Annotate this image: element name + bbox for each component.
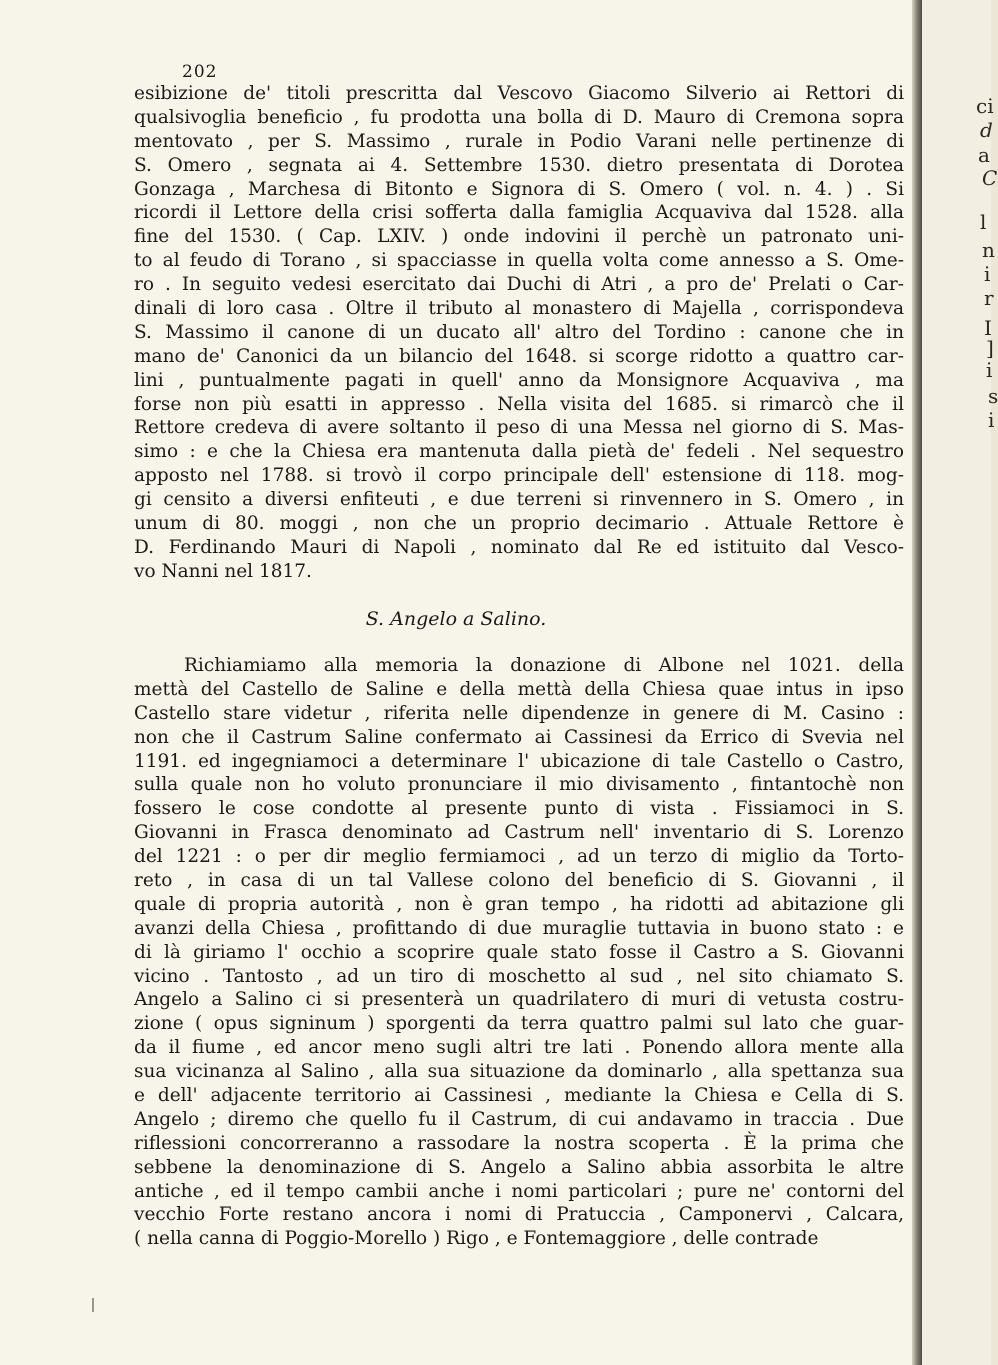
section-title: S. Angelo a Salino. xyxy=(365,608,547,630)
text-line: Richiamiamo alla memoria la donazione di Albone nel 1021. della xyxy=(184,655,904,676)
facing-page-edge xyxy=(922,0,998,1365)
text-line: del 1221 : o per dir meglio fermiamoci , ad un terzo di miglio da Torto- xyxy=(134,846,904,868)
text-line: simo : e che la Chiesa era mantenuta dalla pietà de' fedeli . Nel sequestro xyxy=(134,441,904,463)
facing-page-fragment: C xyxy=(982,166,998,190)
facing-page-fragment: I xyxy=(984,316,992,340)
text-line: e dell' adjacente territorio ai Cassinesi , mediante la Chiesa e Cella di S. xyxy=(134,1085,904,1107)
text-line: fine del 1530. ( Cap. LXIV. ) onde indovini il perchè un patronato uni- xyxy=(134,226,904,248)
text-line: zione ( opus signinum ) sporgenti da terra quattro palmi sul lato che guar- xyxy=(134,1013,904,1035)
text-line: mettà del Castello de Saline e della mettà della Chiesa quae intus in ipso xyxy=(134,678,904,700)
text-line: S. Omero , segnata ai 4. Settembre 1530. dietro presentata di Dorotea xyxy=(134,154,904,176)
text-line: Gonzaga , Marchesa di Bitonto e Signora di S. Omero ( vol. n. 4. ) . Si xyxy=(134,178,904,200)
facing-page-fragment: n xyxy=(982,238,995,262)
text-line: ( nella canna di Poggio-Morello ) Rigo , e Fontemaggiore , delle contrade xyxy=(134,1228,819,1250)
text-line: mano de' Canonici da un bilancio del 1648. si scorge ridotto a quattro car- xyxy=(134,345,904,367)
text-line: Angelo ; diremo che quello fu il Castrum, di cui andavamo in traccia . Due xyxy=(134,1108,904,1130)
facing-page-fragment: i xyxy=(986,358,993,382)
facing-page-fragment: a xyxy=(978,143,990,167)
text-line: S. Massimo il canone di un ducato all' altro del Tordino : canone che in xyxy=(134,321,904,343)
facing-page-fragment: ci xyxy=(976,94,994,118)
page-number: 202 xyxy=(182,62,218,82)
text-line: forse non più esatti in appresso . Nella visita del 1685. si rimarcò che il xyxy=(134,393,904,415)
text-line: riflessioni concorreranno a rassodare la nostra scoperta . È la prima che xyxy=(134,1132,904,1154)
margin-mark xyxy=(92,1298,94,1312)
text-line: ro . In seguito vedesi esercitato dai Duchi di Atri , a pro de' Prelati o Car- xyxy=(134,274,904,296)
text-line: gi censito a diversi enfiteuti , e due terreni si rinvennero in S. Omero , in xyxy=(134,489,904,511)
text-line: to al feudo di Torano , si spacciasse in quella volta come annesso a S. Ome- xyxy=(134,250,904,272)
text-line: 1191. ed ingegniamoci a determinare l' ubicazione di tale Castello o Castro, xyxy=(134,750,904,772)
facing-page-fragment: r xyxy=(984,286,994,310)
text-line: apposto nel 1788. si trovò il corpo principale dell' estensione di 118. mog- xyxy=(134,465,904,487)
text-line: Rettore credeva di avere soltanto il peso di una Messa nel giorno di S. Mas- xyxy=(134,417,904,439)
facing-page-fragment: i xyxy=(988,408,995,432)
text-line: Giovanni in Frasca denominato ad Castrum nell' inventario di S. Lorenzo xyxy=(134,822,904,844)
book-gutter xyxy=(912,0,922,1365)
text-line: Castello stare videtur , riferita nelle dipendenze in genere di M. Casino : xyxy=(134,702,904,724)
text-line: D. Ferdinando Mauri di Napoli , nominato dal Re ed istituito dal Vesco- xyxy=(134,536,904,558)
text-line: ricordi il Lettore della crisi sofferta dalla famiglia Acquaviva dal 1528. alla xyxy=(134,202,904,224)
text-line: qualsivoglia beneficio , fu prodotta una bolla di D. Mauro di Cremona sopra xyxy=(134,106,904,128)
text-line: quale di propria autorità , non è gran tempo , ha ridotti ad abitazione gli xyxy=(134,893,904,915)
text-line: lini , puntualmente pagati in quell' anno da Monsignore Acquaviva , ma xyxy=(134,369,904,391)
text-line: mentovato , per S. Massimo , rurale in Podio Varani nelle pertinenze di xyxy=(134,130,904,152)
text-line: reto , in casa di un tal Vallese colono del beneficio di S. Giovanni , il xyxy=(134,870,904,892)
text-line: dinali di loro casa . Oltre il tributo al monastero di Majella , corrispondeva xyxy=(134,298,904,320)
text-line: esibizione de' titoli prescritta dal Vescovo Giacomo Silverio ai Rettori di xyxy=(134,83,904,104)
text-line: antiche , ed il tempo cambii anche i nomi particolari ; pure ne' contorni del xyxy=(134,1180,904,1202)
facing-page-fragment: l xyxy=(980,210,987,234)
text-line: non che il Castrum Saline confermato ai Cassinesi da Errico di Svevia nel xyxy=(134,726,904,748)
facing-page-fragment: d xyxy=(980,118,993,142)
text-line: vicino . Tantosto , ad un tiro di moschetto al sud , nel sito chiamato S. xyxy=(134,965,904,987)
text-line: avanzi della Chiesa , profittando di due muraglie tuttavia in buono stato : e xyxy=(134,917,904,939)
text-line: unum di 80. moggi , non che un proprio decimario . Attuale Rettore è xyxy=(134,513,904,535)
text-line: sebbene la denominazione di S. Angelo a Salino abbia assorbita le altre xyxy=(134,1156,904,1178)
facing-page-fragment: ] xyxy=(986,336,994,360)
text-line: Angelo a Salino ci si presenterà un quadrilatero di muri di vetusta costru- xyxy=(134,989,904,1011)
text-line: da il fiume , ed ancor meno sugli altri tre lati . Ponendo allora mente alla xyxy=(134,1037,904,1059)
paragraph-1 xyxy=(134,82,904,584)
text-line: di là giriamo l' occhio a scoprire quale stato fosse il Castro a S. Giovanni xyxy=(134,941,904,963)
text-line: sua vicinanza al Salino , alla sua situazione da dominarlo , alla spettanza sua xyxy=(134,1061,904,1083)
text-line: vo Nanni nel 1817. xyxy=(134,560,312,582)
facing-page-fragment: i xyxy=(984,262,991,286)
facing-page-fragment: s xyxy=(988,384,998,408)
text-line: vecchio Forte restano ancora i nomi di Pratuccia , Camponervi , Calcara, xyxy=(134,1204,904,1226)
text-line: sulla quale non ho voluto pronunciare il mio divisamento , fintantochè non xyxy=(134,774,904,796)
paragraph-2 xyxy=(134,654,904,1251)
text-line: fossero le cose condotte al presente punto di vista . Fissiamoci in S. xyxy=(134,798,904,820)
